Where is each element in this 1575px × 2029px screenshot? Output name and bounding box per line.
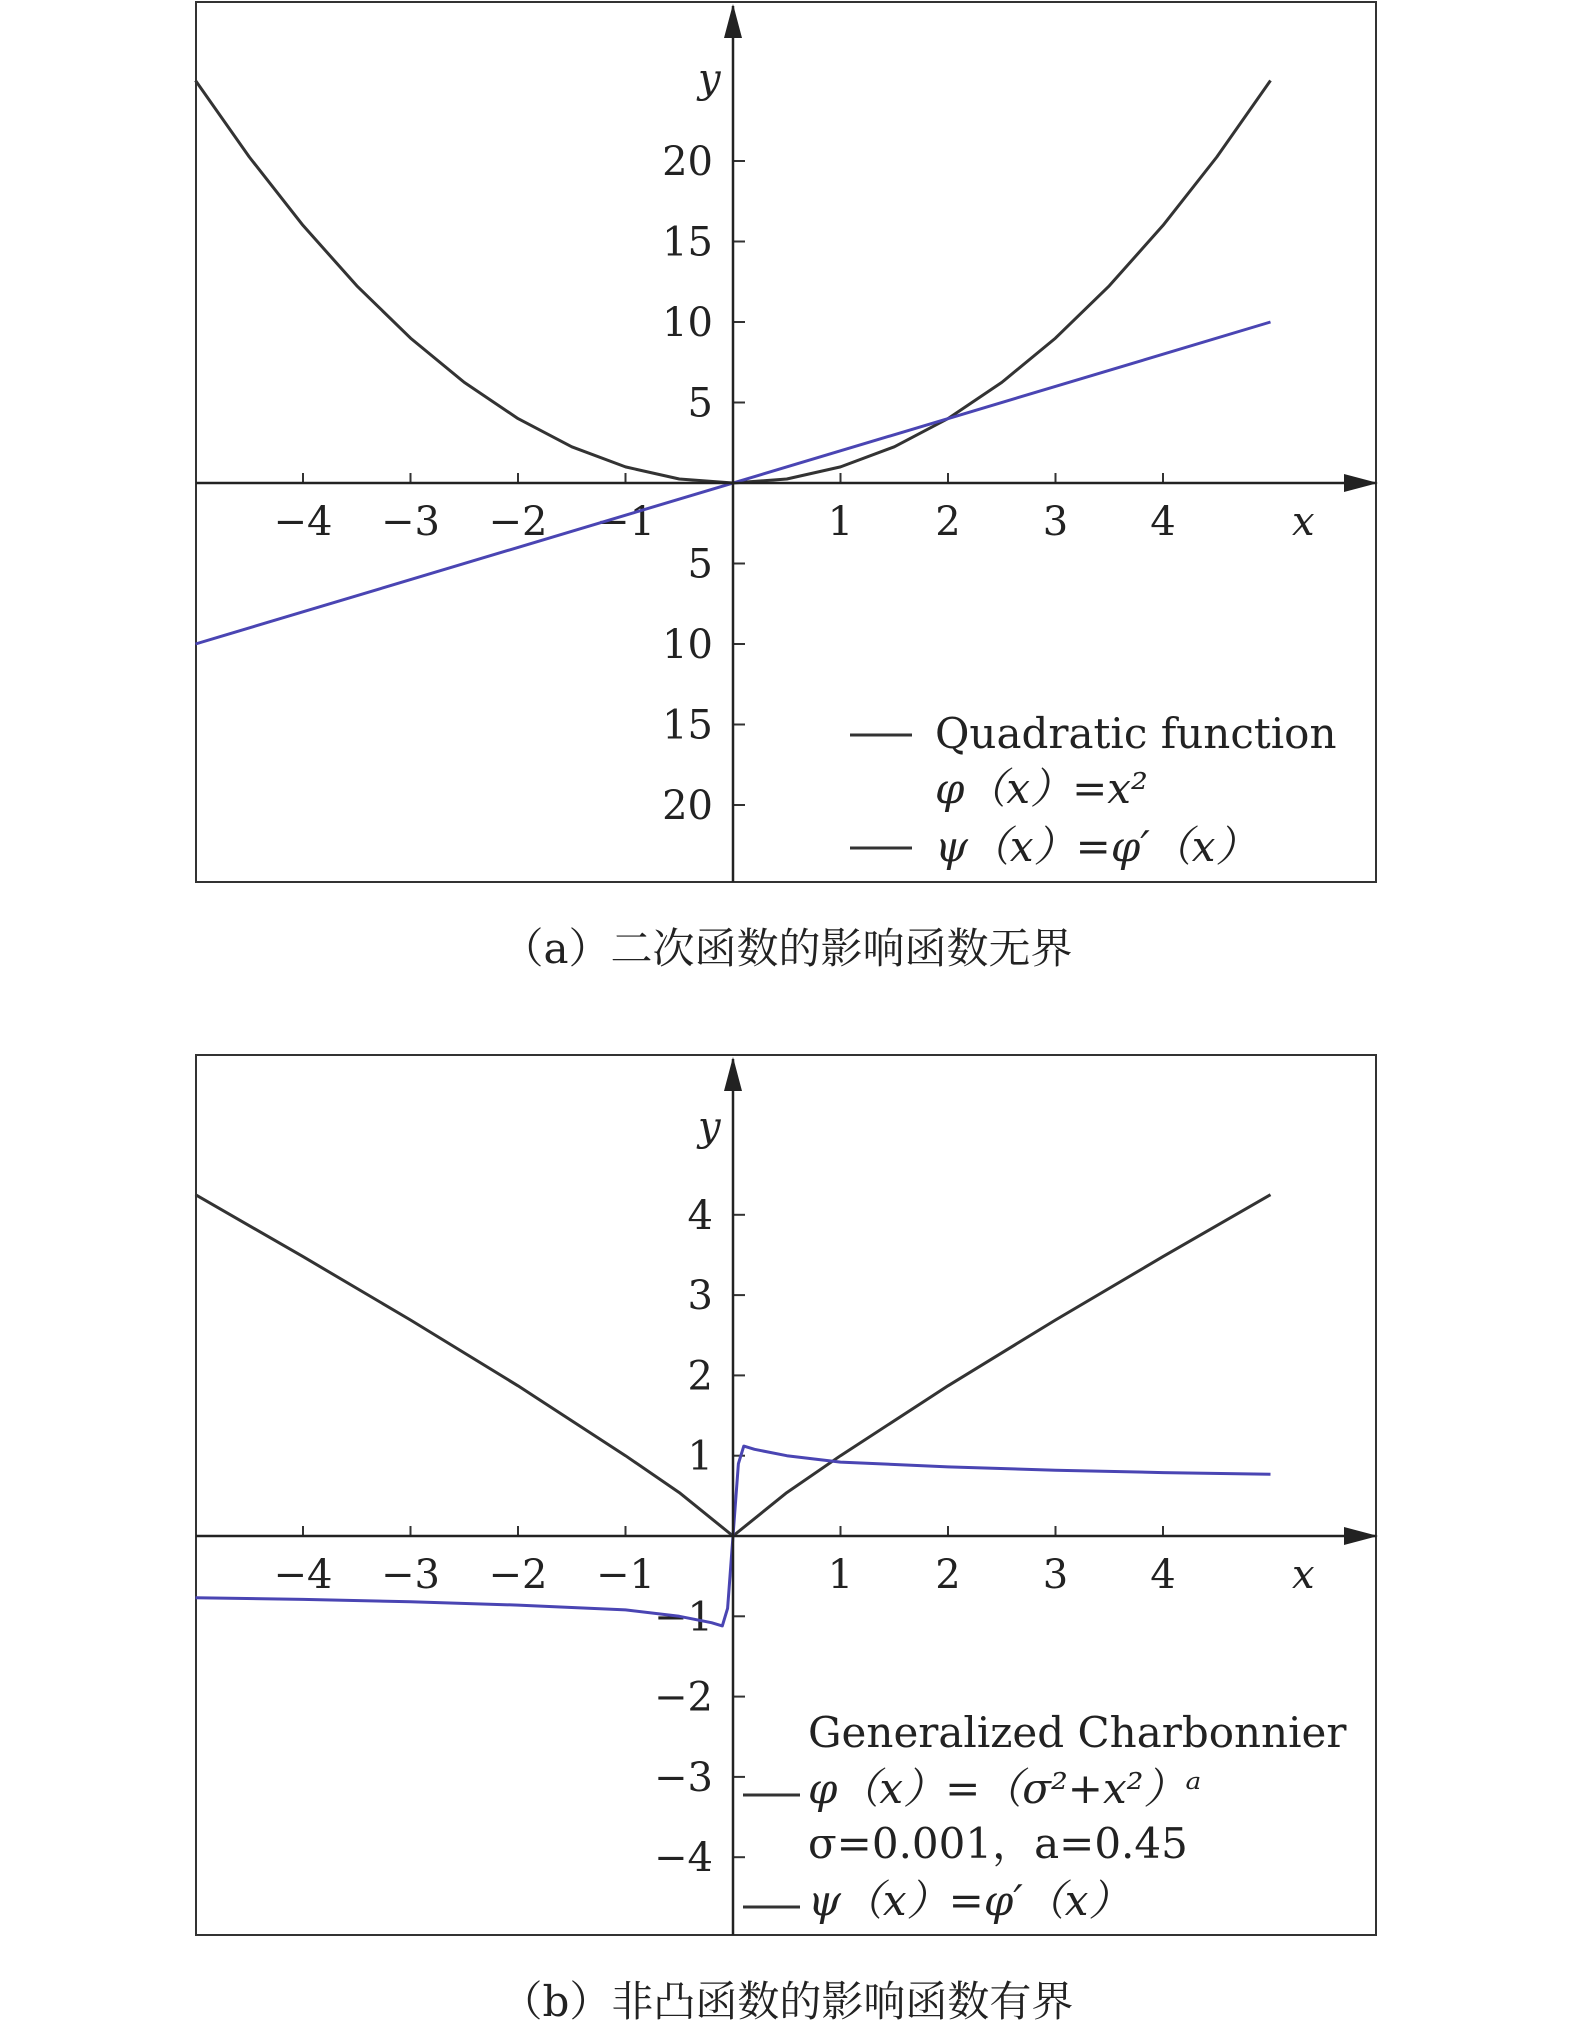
y-tick-label: 20	[662, 783, 713, 829]
panel-a-ylabel: y	[698, 56, 721, 102]
legend-b-formula: φ（x）=（σ²+x²）ᵃ	[808, 1764, 1202, 1813]
y-tick-label: 10	[662, 300, 713, 346]
y-tick-label: 15	[662, 702, 713, 749]
x-tick-label: −4	[273, 1552, 333, 1598]
x-tick-label: −3	[381, 1552, 440, 1598]
y-tick-label: 3	[687, 1273, 713, 1320]
y-tick-label: 4	[687, 1192, 713, 1239]
x-tick-label: −1	[596, 499, 655, 545]
x-tick-label: 4	[1150, 499, 1176, 545]
x-tick-label: 4	[1150, 1552, 1176, 1598]
x-tick-label: −2	[488, 499, 548, 545]
panel-a-caption: （a）二次函数的影响函数无界	[501, 924, 1073, 973]
legend-a-title: Quadratic function	[935, 709, 1337, 758]
y-tick-label: 5	[687, 380, 713, 427]
x-tick-label: 2	[935, 499, 961, 545]
legend-b-params: σ=0.001，a=0.45	[808, 1819, 1188, 1868]
y-tick-label: 5	[687, 541, 713, 588]
x-tick-label: −2	[488, 1552, 548, 1598]
y-tick-label: 10	[662, 622, 713, 668]
legend-a-psi: ψ（x）=φ′（x）	[935, 822, 1258, 871]
x-tick-label: −4	[273, 499, 333, 545]
y-tick-label: 20	[662, 139, 713, 185]
panel-b-xlabel: x	[1292, 1552, 1315, 1598]
x-tick-label: −1	[596, 1552, 655, 1598]
y-tick-label: 1	[687, 1433, 713, 1480]
panel-b-ylabel: y	[698, 1104, 721, 1150]
panel-b	[196, 1055, 1379, 2026]
y-tick-label: 2	[687, 1353, 713, 1400]
legend-b-psi: ψ（x）=φ′（x）	[808, 1876, 1131, 1925]
y-tick-label: 15	[662, 219, 713, 266]
x-tick-label: 2	[935, 1552, 961, 1598]
panel-b-caption: （b）非凸函数的影响函数有界	[500, 1977, 1074, 2026]
x-tick-label: 3	[1042, 1552, 1069, 1598]
panel-a-xlabel: x	[1292, 499, 1315, 545]
y-tick-label: −3	[654, 1754, 713, 1801]
legend-b-title: Generalized Charbonnier	[808, 1708, 1347, 1757]
x-tick-label: −3	[381, 499, 440, 545]
panel-a	[196, 2, 1379, 973]
legend-a-formula: φ（x）=x²	[935, 764, 1148, 813]
y-tick-label: −4	[654, 1835, 713, 1882]
y-tick-label: −2	[654, 1674, 713, 1721]
y-tick-label: −1	[654, 1594, 713, 1641]
x-tick-label: 3	[1042, 499, 1069, 545]
x-tick-label: 1	[827, 1552, 854, 1598]
x-tick-label: 1	[827, 499, 854, 545]
